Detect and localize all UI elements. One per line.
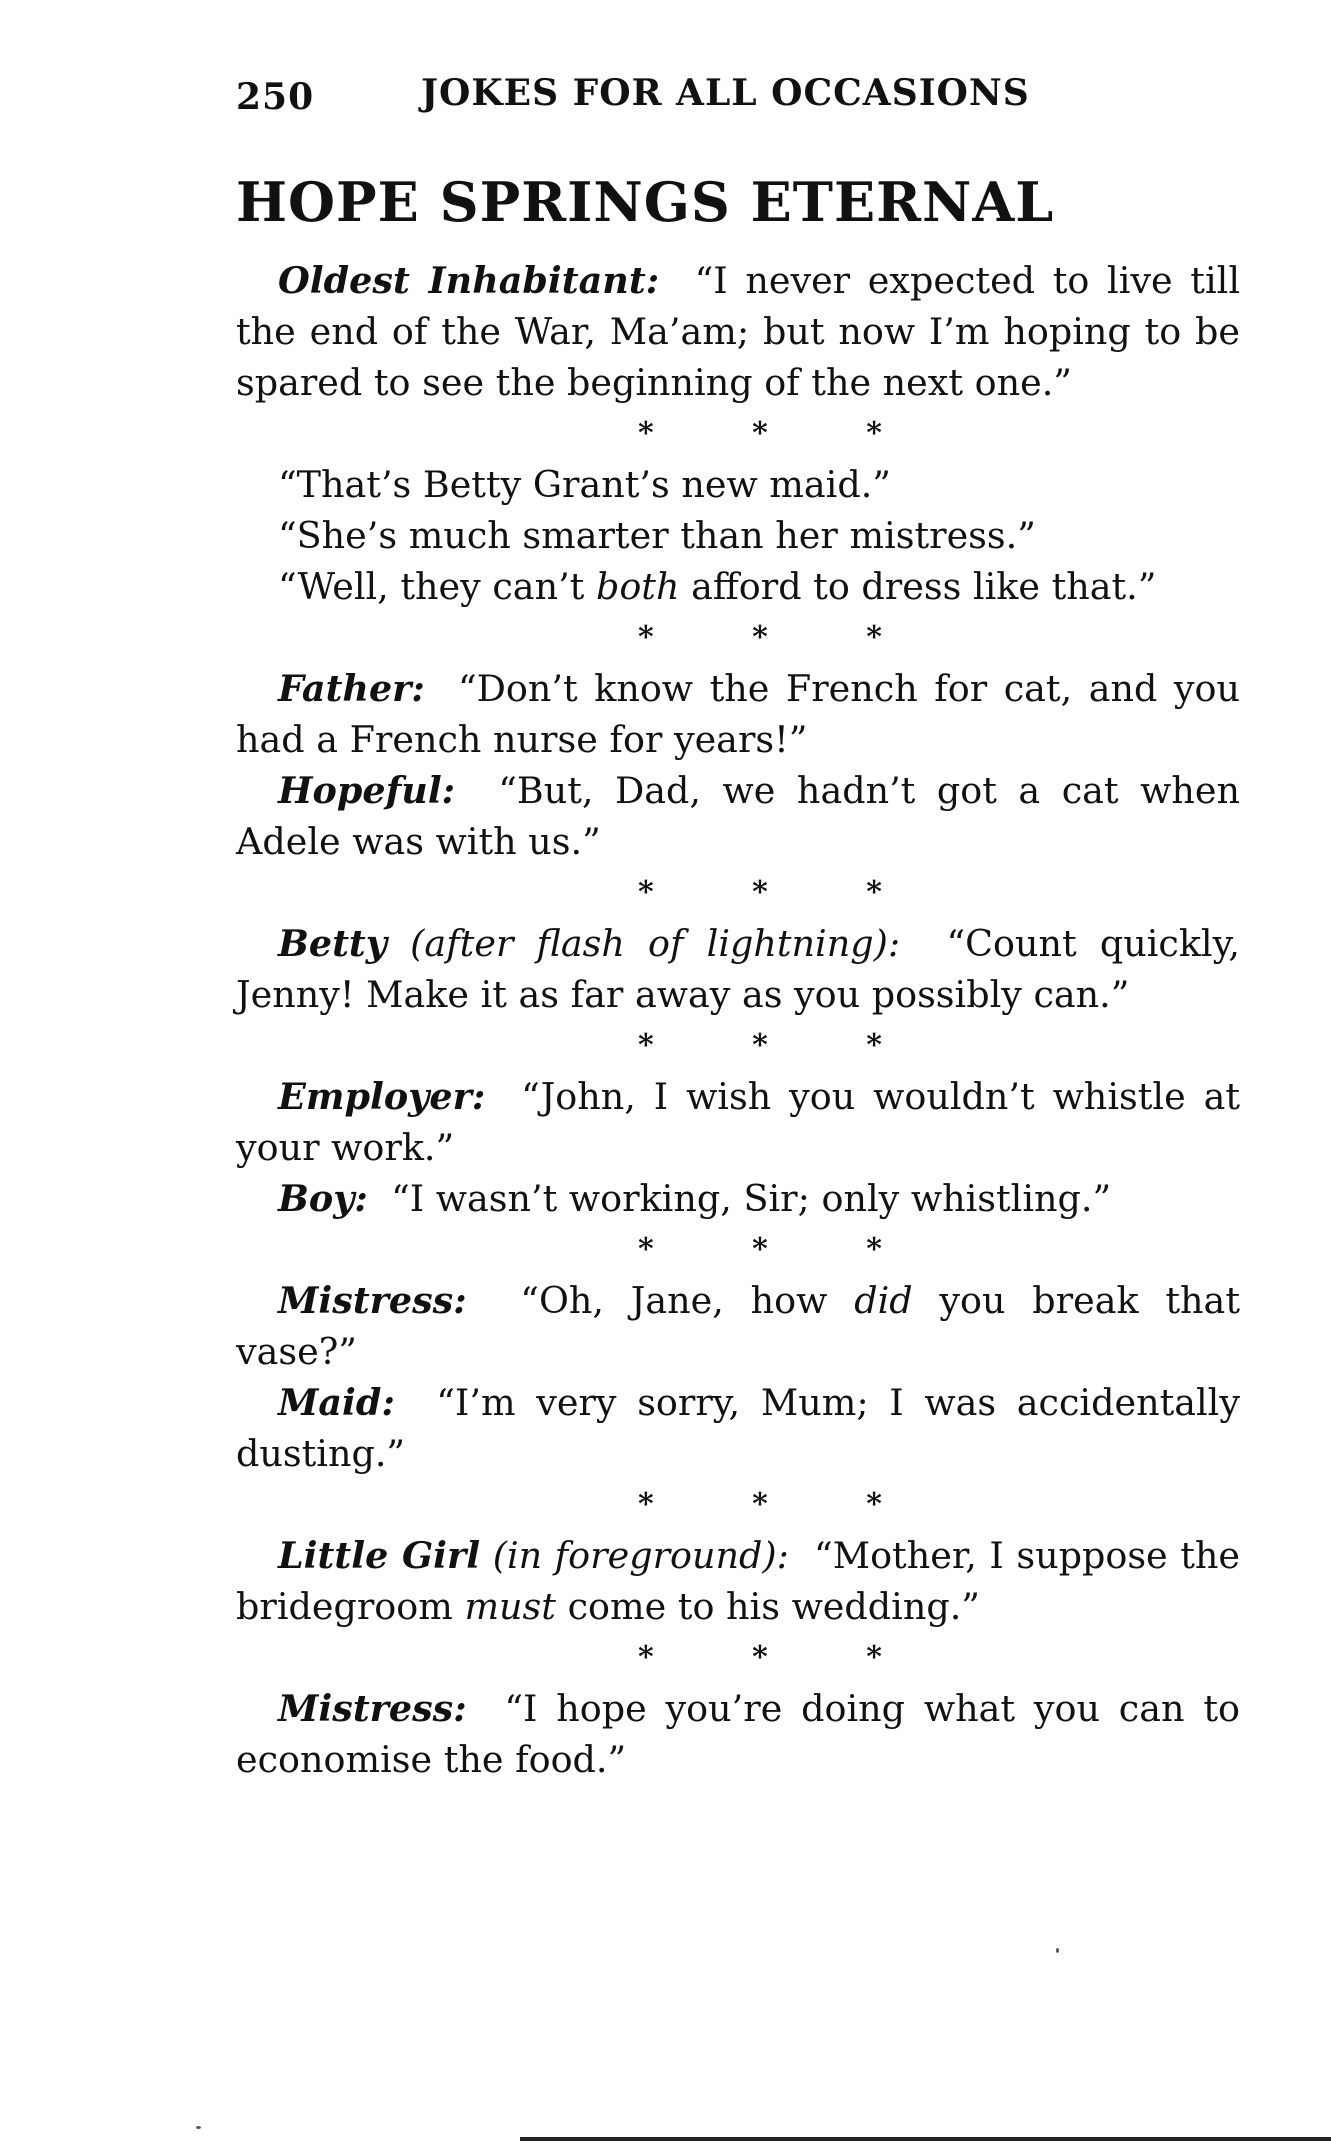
joke-text: “Count quickly, Jenny! Make it as far away as you possibly can.” xyxy=(236,922,1240,1016)
running-head xyxy=(236,72,1056,122)
emphasis-text: both xyxy=(595,565,680,608)
joke-text: “I hope you’re doing what you can to economise the food.” xyxy=(236,1687,1240,1781)
joke-text: “Don’t know the French for cat, and you had a French nurse for years!” xyxy=(236,667,1240,761)
section-divider: * * * xyxy=(638,875,926,910)
speaker-label: Oldest Inhabitant: xyxy=(278,259,660,302)
scan-edge-rule xyxy=(520,2137,1331,2141)
speaker-label: Mistress: xyxy=(278,1279,467,1322)
joke-line xyxy=(236,510,1240,561)
joke-paragraph xyxy=(236,1683,1240,1785)
joke-text: you break that vase?” xyxy=(236,1279,1240,1373)
joke-text: “That’s Betty Grant’s new maid.” xyxy=(278,463,891,506)
joke-text: “John, I wish you wouldn’t whistle at your work.” xyxy=(236,1075,1240,1169)
section-divider: * * * xyxy=(638,1487,926,1522)
speaker-label: Mistress: xyxy=(278,1687,467,1730)
section-divider: * * * xyxy=(638,1640,926,1675)
speaker-label: Boy: xyxy=(278,1177,368,1220)
speaker-label: Maid: xyxy=(278,1381,395,1424)
joke-paragraph xyxy=(236,663,1240,765)
joke-text: “Well, they can’t xyxy=(278,565,585,608)
joke-paragraph xyxy=(236,1530,1240,1632)
speaker-label: Father: xyxy=(278,667,425,710)
joke-text: “I never expected to live till the end of the War, Ma’am; but now I’m hoping to be spared to see the beginning of the next one.” xyxy=(236,259,1240,404)
joke-text: “I’m very sorry, Mum; I was accidentally dusting.” xyxy=(236,1381,1240,1475)
joke-text: come to his wedding.” xyxy=(567,1585,980,1628)
speaker-label: Hopeful: xyxy=(278,769,456,812)
speaker-label: Little Girl xyxy=(278,1534,481,1577)
page-number: 250 xyxy=(236,76,315,118)
joke-text: “She’s much smarter than her mistress.” xyxy=(278,514,1036,557)
section-divider: * * * xyxy=(638,620,926,655)
joke-text: “But, Dad, we hadn’t got a cat when Adele was with us.” xyxy=(236,769,1240,863)
emphasis-text: must xyxy=(464,1585,556,1628)
stage-direction: (in foreground): xyxy=(492,1534,789,1577)
scan-speck xyxy=(1056,1948,1059,1953)
speaker-label: Employer: xyxy=(278,1075,486,1118)
joke-text: “Mother, I suppose the bridegroom xyxy=(236,1534,1240,1628)
section-title: HOPE SPRINGS ETERNAL xyxy=(236,170,1055,234)
section-divider: * * * xyxy=(638,1028,926,1063)
body-text xyxy=(236,255,1240,1785)
section-divider: * * * xyxy=(638,416,926,451)
joke-text: “I wasn’t working, Sir; only whistling.” xyxy=(391,1177,1112,1220)
joke-paragraph xyxy=(236,765,1240,867)
stage-direction: (after flash of lightning): xyxy=(410,922,901,965)
section-divider: * * * xyxy=(638,1232,926,1267)
joke-paragraph xyxy=(236,1275,1240,1377)
speaker-label: Betty xyxy=(278,922,388,965)
scan-speck xyxy=(196,2126,201,2129)
joke-text: afford to dress like that.” xyxy=(691,565,1157,608)
joke-paragraph xyxy=(236,1071,1240,1173)
joke-paragraph xyxy=(236,1377,1240,1479)
joke-paragraph xyxy=(236,918,1240,1020)
emphasis-text: did xyxy=(854,1279,913,1322)
joke-paragraph xyxy=(236,1173,1240,1224)
joke-line xyxy=(236,459,1240,510)
joke-text: “Oh, Jane, how xyxy=(520,1279,828,1322)
joke-paragraph xyxy=(236,255,1240,408)
joke-line xyxy=(236,561,1240,612)
book-title: JOKES FOR ALL OCCASIONS xyxy=(421,72,1030,114)
